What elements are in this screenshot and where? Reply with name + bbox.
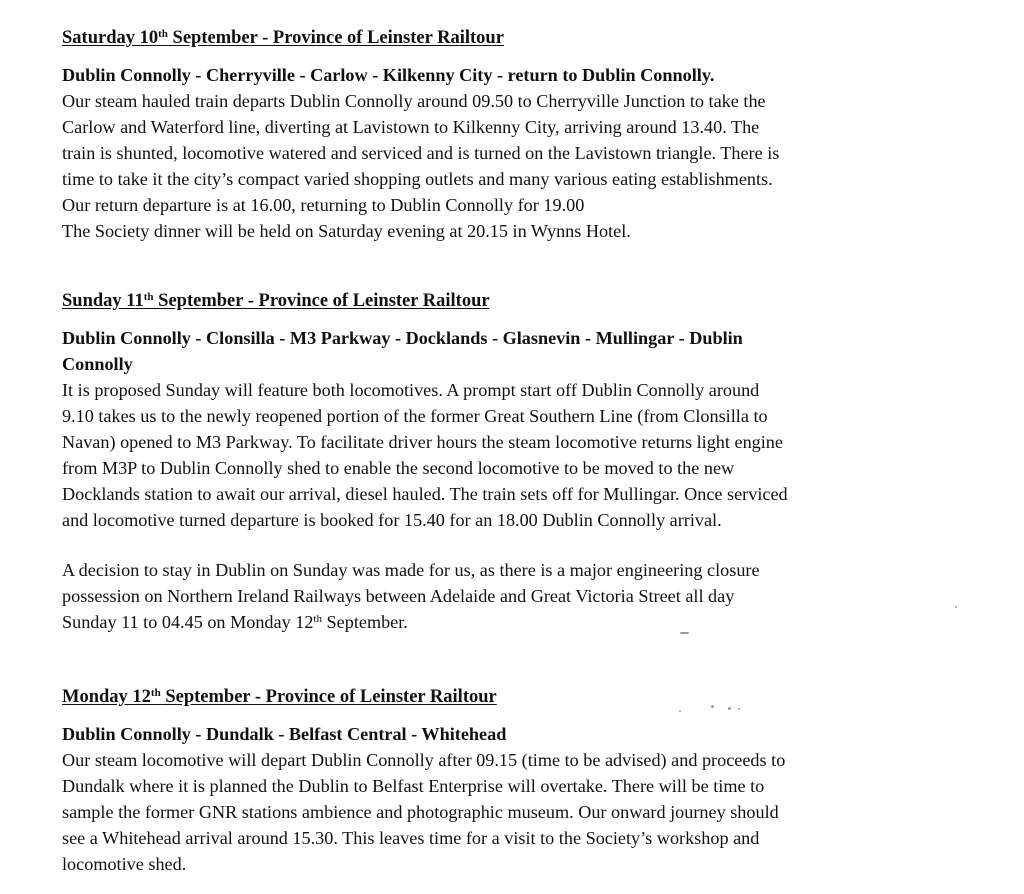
body-line	[62, 609, 992, 635]
heading-day: Monday 12	[62, 687, 151, 707]
scan-speck	[728, 707, 731, 710]
body-line: Our steam locomotive will depart Dublin Connolly after 09.15 (time to be advised) and proceeds to	[62, 750, 786, 770]
body-line: from M3P to Dublin Connolly shed to enable the second locomotive to be moved to the new	[62, 458, 735, 478]
scan-speck	[680, 632, 689, 634]
body-line: time to take it the city’s compact varied shopping outlets and many various eating establishments.	[62, 169, 773, 189]
body-ordinal: th	[313, 613, 322, 625]
scan-speck	[955, 606, 957, 608]
paragraph-gap	[62, 533, 992, 557]
body-line: Our return departure is at 16.00, returning to Dublin Connolly for 19.00	[62, 195, 585, 215]
scan-speck	[711, 705, 714, 708]
body-line: see a Whitehead arrival around 15.30. This leaves time for a visit to the Society’s workshop and	[62, 828, 760, 848]
heading-rest: September - Province of Leinster Railtour	[160, 687, 497, 707]
scan-speck	[738, 708, 740, 710]
body-line: and locomotive turned departure is booked for 15.40 for an 18.00 Dublin Connolly arrival.	[62, 510, 722, 530]
body-line: Our steam hauled train departs Dublin Connolly around 09.50 to Cherryville Junction to take the	[62, 91, 766, 111]
heading-rest: September - Province of Leinster Railtour	[153, 291, 490, 311]
body-line: Navan) opened to M3 Parkway. To facilitate driver hours the steam locomotive returns light engine	[62, 432, 783, 452]
body-line: Dundalk where it is planned the Dublin to Belfast Enterprise will overtake. There will be time to	[62, 776, 765, 796]
body-line: train is shunted, locomotive watered and serviced and is turned on the Lavistown triangle. There is	[62, 143, 780, 163]
heading-day: Saturday 10	[62, 28, 159, 48]
route-line: Dublin Connolly - Clonsilla - M3 Parkway - Docklands - Glasnevin - Mullingar - Dublin	[62, 328, 743, 348]
route-line: Dublin Connolly - Cherryville - Carlow - Kilkenny City - return to Dublin Connolly.	[62, 65, 715, 85]
section-saturday	[62, 25, 992, 244]
body-text: Sunday 11 to 04.45 on Monday 12	[62, 612, 314, 632]
scan-speck	[679, 710, 681, 712]
heading-ordinal: th	[158, 28, 168, 40]
section-heading	[62, 25, 992, 51]
body-line: sample the former GNR stations ambience and photographic museum. Our onward journey should	[62, 802, 779, 822]
heading-day: Sunday 11	[62, 291, 144, 311]
body-line: 9.10 takes us to the newly reopened portion of the former Great Southern Line (from Clonsilla to	[62, 406, 768, 426]
body-line: Carlow and Waterford line, diverting at Lavistown to Kilkenny City, arriving around 13.40. The	[62, 117, 760, 137]
body-line: locomotive shed.	[62, 854, 187, 874]
section-sunday	[62, 288, 992, 635]
section-monday	[62, 684, 992, 877]
section-heading	[62, 288, 992, 314]
route-line: Dublin Connolly - Dundalk - Belfast Central - Whitehead	[62, 724, 507, 744]
section-heading	[62, 684, 992, 710]
body-line: The Society dinner will be held on Saturday evening at 20.15 in Wynns Hotel.	[62, 221, 631, 241]
heading-rest: September - Province of Leinster Railtour	[167, 28, 504, 48]
body-line: Docklands station to await our arrival, diesel hauled. The train sets off for Mullingar. Once serviced	[62, 484, 788, 504]
body-line: A decision to stay in Dublin on Sunday was made for us, as there is a major engineering closure	[62, 560, 760, 580]
body-text: September.	[321, 612, 408, 632]
route-line: Connolly	[62, 354, 133, 374]
body-line: It is proposed Sunday will feature both locomotives. A prompt start off Dublin Connolly around	[62, 380, 760, 400]
heading-ordinal: th	[143, 291, 154, 303]
body-line: possession on Northern Ireland Railways between Adelaide and Great Victoria Street all day	[62, 586, 735, 606]
heading-ordinal: th	[150, 687, 161, 699]
